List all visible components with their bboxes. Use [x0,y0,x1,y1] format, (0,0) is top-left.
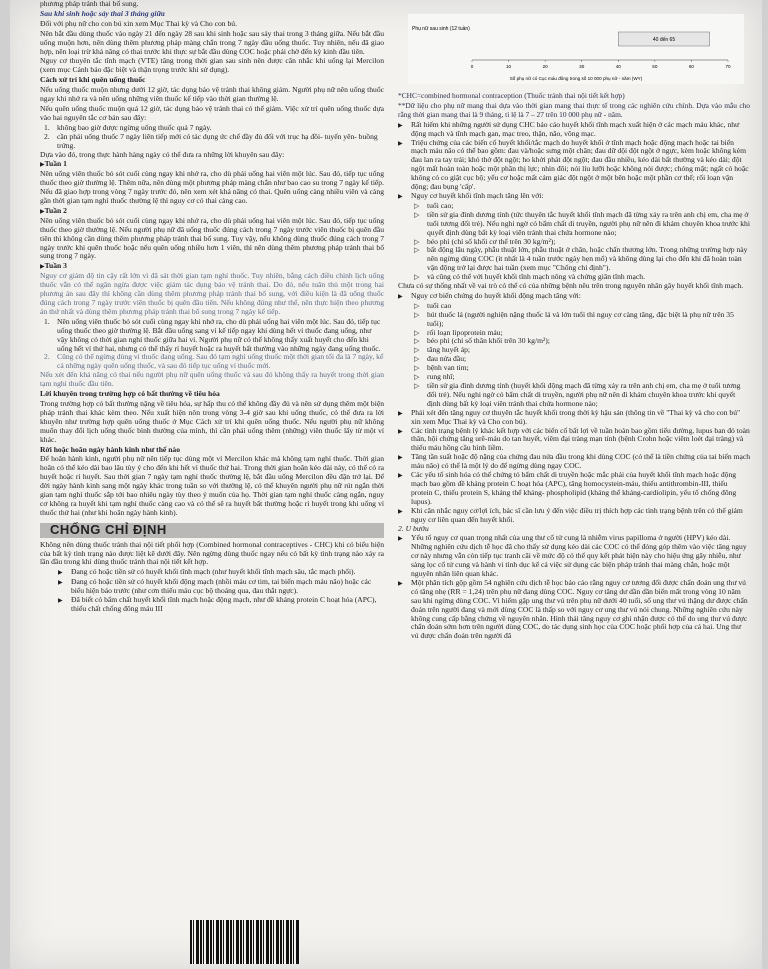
week3-option [40,353,384,371]
footnote: *CHC=combined hormonal contraception (Thuốc tránh thai nội tiết kết hợp) [398,91,625,100]
ate-risk-text: tuổi cao [427,300,452,310]
triangle-bullet-icon [398,453,408,471]
delay-text: Để hoãn hành kinh, người phụ nữ nên tiếp tục dùng một vỉ Mercilon khác mà không tạm nghỉ thuốc. Thời gian hoãn có thể kéo dài bao lâu tùy ý cho đến khi hết vỉ thuốc thứ hai. Trong thời gian hoãn kéo dài này, có thể có ra huyết hoặc rỉ huyết. Sau thời gian 7 ngày tạm nghỉ thuốc thường lệ, bắt đầu uống Mercilon đều đặn trở lại. Để đời ngày hành kinh sang một ngày khác trong tuần so với thường lệ, có thể khuyên người phụ nữ rút ngắn thời gian tạm nghỉ thuốc sắp tới bao nhiêu ngày tùy theo ý muốn của họ. Thời gian tạm nghỉ thuốc càng ngắn, nguy cơ không ra huyết khi tạm nghỉ thuốc càng cao và có thể sẽ ra huyết bất thường hoặc rỉ huyết trong khi uống vỉ thuốc thứ hai (như khi hoãn ngày hành kinh). [40,454,384,517]
open-triangle-icon [414,311,424,329]
tumor-text: Yếu tố nguy cơ quan trọng nhất của ung thư cổ tử cung là nhiễm virus papilloma ở người (HPV) kéo dài. Những nghiên cứu dịch tễ học đã cho thấy sử dụng kéo dài các COC có thể đóng góp thêm vào việc tăng nguy cơ này nhưng vẫn còn tiếp tục tranh cãi về mức độ có thể quy kết phát hiện này cho hiệu ứng gây nhiễu, như sàng lọc cổ tử cung và hành vi tình dục kể cả việc sử dụng các biện pháp tránh thai màng chắn, hoặc một nguyên nhân liên quan khác. [411,533,747,579]
risk-item [398,507,750,525]
risk-text: Tăng tần suất hoặc độ nặng của chứng đau nửa đầu trong khi dùng COC (có thể là tiền chứng của tai biến mạch máu não) có thể là một lý do để ngừng dùng ngay COC. [411,452,750,471]
week3-text: Nguy cơ giảm độ tin cậy rất lớn vì đã sát thời gian tạm nghỉ thuốc. Tuy nhiên, bằng cách điều chỉnh lịch uống thuốc vẫn có thể ngăn ngừa được việc giảm tác dụng bảo vệ tránh thai. Do đó, nếu tuân thủ một trong hai phương án sau đây thì không cần dùng thêm phương pháp tránh thai bổ sung, với điều kiện là đã uống thuốc đúng cách trong 7 ngày trước viên thuốc bị quên đầu tiên. Nếu không đúng như thế, nên thực hiện theo phương án thứ nhất và dùng thêm phương pháp tránh thai bổ sung trong 7 ngày kế tiếp. [40,271,384,316]
ate-risk-text: tăng huyết áp; [427,345,471,355]
risk-text: Các tình trạng bệnh lý khác kết hợp với các biến cố bất lợi về tuần hoàn bao gồm tiểu đường, lupus ban đỏ toàn thân, hội chứng tăng urê-máu do tan huyết, viêm đại tràng mạn tính (bệnh Crohn hoặc viêm loét đại tràng) và thiếu máu hồng cầu hình liềm. [411,425,750,453]
risk-item [398,409,750,427]
open-triangle-icon [414,373,424,382]
ate-risk-text: béo phì (chỉ số thân khối trên 30 kg/m²); [427,336,550,346]
x-tick-label: 50 [652,64,658,69]
open-triangle-icon [414,302,424,311]
vte-after: Chưa có sự thống nhất về vai trò có thể có của những bệnh nêu trên trong nguyên nhân gây huyết khối tĩnh mạch. [398,281,744,291]
gi-text: Trong trường hợp có bất thường nặng về tiêu hóa, sự hấp thu có thể không đầy đủ và nên sử dụng thêm một biện pháp tránh thai khác kèm theo. Nếu xuất hiện nôn trong vòng 3-4 giờ sau khi uống thuốc, có thể đưa ra lời khuyên như trường hợp quên uống thuốc ở Mục Cách xử trí khi quên uống thuốc. Nếu người phụ nữ không muốn thay đổi lịch uống thuốc bình thường của mình, thì cần phải uống thêm (những) viên thuốc lấy từ một vỉ khác. [40,398,384,444]
barcode [190,920,300,964]
category-label: Phụ nữ sau sinh (12 tuần) [412,26,470,32]
rule-text: không bao giờ được ngừng uống thuốc quá 7 ngày. [57,122,212,132]
open-triangle-icon [414,211,424,238]
option-number: 1. [44,316,50,326]
delay-header: Rời hoặc hoãn ngày hành kinh như thế nào [40,444,181,454]
contra-text: Đang có hoặc tiền sử có huyết khối động mạch (nhồi máu cơ tim, tai biến mạch máu não) hoặc các biểu hiện báo trước (như cơn thiếu máu cục bộ thoáng qua, đau thắt ngực). [71,577,372,596]
x-tick-label: 30 [579,64,585,69]
x-axis-label: Số phụ nữ có Cục máu đông trong số 10 000 phụ nữ - năm (WY) [509,76,643,81]
missed-header: Cách xử trí khi quên uống thuốc [40,75,146,85]
triangle-bullet-icon [398,471,408,507]
contra-item [40,578,384,596]
rule-text: cần phải uống thuốc 7 ngày liên tiếp mới có tác dụng ức chế đầy đủ đối với trục hạ đồi- tuyến yên- buồng trứng. [57,131,378,150]
vte-risk [398,211,750,238]
case3-line: Đối với phụ nữ cho con bú xin xem Mục Thai kỳ và Cho con bú. [40,18,237,28]
triangle-bullet-icon [398,579,408,641]
missed-line: Nếu uống thuốc muộn nhưng dưới 12 giờ, tác dụng bảo vệ tránh thai không giảm. Người phụ nữ nên uống thuốc ngay khi nhớ ra và nên uống những viên thuốc kế tiếp vào thời gian thường lệ. [40,85,384,104]
contra-intro: Không nên dùng thuốc tránh thai nội tiết phối hợp (Combined hormonal contraceptives - CHC) khi có biểu hiện của bất kỳ tình trạng nào được liệt kê dưới đây. Nên ngừng dùng thuốc ngay nếu có bất kỳ tình trạng nào xảy ra lần đầu trong khi dùng thuốc tránh thai nội tiết kết hợp. [40,539,384,567]
open-triangle-icon [414,337,424,346]
rule-item [40,133,384,151]
rule-number: 2. [44,131,50,141]
vte-risk [398,246,750,273]
risk-item [398,453,750,471]
leaflet-page [10,0,762,969]
risk-text: Các yếu tố sinh hóa có thể chứng tỏ bẩm chất di truyền hoặc mắc phải của huyết khối tĩnh mạch hoặc động mạch bao gồm đề kháng protein C hoạt hóa (APC), tăng homocystein-máu, thiếu antithrombin-III, thiếu protein C, thiếu protein S, kháng thể kháng- phospholipid (kháng thể kháng-cardiolipin, yếu tố chống đông lupus). [411,470,737,506]
triangle-bullet-icon [398,192,408,202]
open-triangle-icon [414,329,424,338]
ate-risk-text: rung nhĩ; [427,372,455,382]
x-tick-label: 40 [615,64,621,69]
vte-risk-text: tiền sử gia đình dương tính (tức thuyên tắc huyết khối tĩnh mạch đã từng xảy ra trên anh chị em, cha mẹ ở tuổi tương đối trẻ). Nếu nghi ngờ có bẩm chất di truyền, người phụ nữ nên đi khám chuyên khoa trước khi quyết định dùng bất kỳ loại viên tránh thai chứa hormone nào; [427,209,750,237]
triangle-bullet-icon [398,507,408,525]
option-text: Nên uống viên thuốc bỏ sót cuối cùng ngay khi nhớ ra, cho dù phải uống hai viên một lúc. Sau đó, tiếp tục uống thuốc theo giờ thường lệ. Bắt đầu uống sang vỉ kế tiếp ngay khi dùng hết vỉ thuốc đang uống, như vậy không có thời gian nghỉ thuốc giữa hai vỉ. Người phụ nữ có thể không thấy xuất huyết cho đến khi uống hết vỉ thứ hai, nhưng có thể thấy rỉ huyết hoặc ra huyết bất thường vào những ngày đang uống thuốc. [57,316,381,353]
risk-item [398,471,750,507]
open-triangle-icon [414,202,424,211]
week2-title: ▶ Tuần 2 [40,207,384,217]
ate-risk-text: đau nửa đầu; [427,354,467,364]
section-title: CHỐNG CHỈ ĐỊNH [40,523,384,538]
risk-item [398,427,750,454]
risk-text: Triệu chứng của các biến cố huyết khối/tắc mạch do huyết khối ở tĩnh mạch hoặc động mạch hoặc tai biến mạch máu não có thể bao gồm: đau và/hoặc sưng một chân; đau dữ dội đột ngột ở ngực, kèm hoặc không kèm đau lan ra tay trái; khó thở đột ngột; ho khởi phát đột ngột; đau đầu nhiều, kéo dài bất thường và kéo dài; đột ngột mất hoàn toàn hoặc một phần thị lực; nhìn đôi; nói líu lưỡi hoặc không nói được; chóng mặt; ngất có hoặc không có co giật cục bộ; yếu cơ hoặc mất cảm giác đột ngột ở một bên hoặc một phần cơ thể; rối loạn vận động; đau bụng 'cấp'. [411,137,749,192]
triangle-bullet-icon [58,568,68,578]
triangle-bullet-icon [58,596,68,614]
x-tick-label: 60 [688,64,694,69]
vte-risk-text: tuổi cao; [427,200,454,210]
x-tick-label: 10 [506,64,512,69]
case3-line: Nên bắt đầu dùng thuốc vào ngày 21 đến ngày 28 sau khi sinh hoặc sau sảy thai trong 3 tháng giữa. Nếu bắt đầu uống muộn hơn, nên dùng thêm phương pháp màng chắn trong 7 ngày đầu uống thuốc. Tuy nhiên, nếu đã giao hợp, nên loại trừ khả năng có thai trước khi thực sự bắt đầu dùng COC hoặc phải chờ đến kỳ kinh đầu tiên. [40,28,384,56]
ate-risk [398,382,750,409]
risk-text: Nguy cơ huyết khối tĩnh mạch tăng lên với: [411,190,544,200]
left-column [40,0,384,614]
risk-item [398,139,750,192]
contra-text: Đang có hoặc tiền sử có huyết khối tĩnh mạch (như huyết khối tĩnh mạch sâu, tắc mạch phổi). [71,567,356,577]
vte-risk-text: béo phì (chỉ số khối cơ thể trên 30 kg/m²); [427,236,556,246]
gi-header: Lời khuyên trong trường hợp có bất thường về tiêu hóa [40,389,220,399]
open-triangle-icon [414,364,424,373]
week2-text: Nên uống viên thuốc bỏ sót cuối cùng ngay khi nhớ ra, cho dù phải uống hai viên một lúc. Sau đó, tiếp tục uống thuốc theo giờ thường lệ. Nếu người phụ nữ đã uống thuốc đúng cách trong 7 ngày trước viên thuốc bị quên đầu tiên thì không cần dùng thêm phương pháp tránh thai bổ sung. Tuy vậy, nếu không dùng thuốc đúng cách trong 7 ngày trước khi quên thuốc hoặc nếu quên uống nhiều hơn 1 viên, thì nên dùng thêm phương pháp tránh thai bổ sung trong 7 ngày. [40,215,384,261]
rule-number: 1. [44,122,50,132]
risk-text: Nguy cơ biến chứng do huyết khối động mạch tăng với: [411,290,581,300]
week3-option [40,318,384,354]
ate-risk-text: bệnh van tim; [427,363,469,373]
vte-risk-text: và cũng có thể với huyết khối tĩnh mạch nông và chứng giãn tĩnh mạch. [427,272,645,282]
ate-risk-text: rối loạn lipoprotein máu; [427,327,503,337]
x-tick-label: 0 [470,64,474,69]
risk-text: Rất hiếm khi những người sử dụng CHC báo cáo huyết khối tĩnh mạch xuất hiện ở các mạch máu khác, như động mạch và tĩnh mạch gan, mạc treo, thận, não, võng mạc. [411,119,740,138]
triangle-bullet-icon [398,121,408,139]
triangle-bullet-icon [398,292,408,302]
footnote: **Dữ liệu cho phụ nữ mang thai dựa vào thời gian mang thai thực tế trong các nghiên cứu chính. Dựa vào mẫu cho rằng thời gian mang thai là 9 tháng, tỉ lệ là 7 – 27 trên 10 000 phụ nữ - năm. [398,100,750,119]
rules-after: Dựa vào đó, trong thực hành hàng ngày có thể đưa ra những lời khuyên sau đây: [40,149,285,159]
case3-header: Sau khi sinh hoặc sảy thai 3 tháng giữa [40,8,165,18]
x-tick-label: 70 [725,64,731,69]
option-text: Cũng có thể ngừng dùng vỉ thuốc đang uống. Sau đó tạm nghỉ uống thuốc một thời gian tối đa là 7 ngày, kể cả những ngày quên uống thuốc, và sau đó tiếp tục uống vỉ thuốc mới. [57,352,384,371]
contra-item [40,596,384,614]
tumor-item [398,579,750,641]
week3-after: Nếu xét đến khả năng có thai nếu người phụ nữ quên uống thuốc và sau đó không thấy ra huyết trong thời gian tạm nghỉ thuốc đầu tiên. [40,370,384,389]
right-column [398,92,750,641]
chart-background [408,14,744,84]
triangle-bullet-icon [398,409,408,427]
triangle-bullet-icon [398,427,408,454]
vte-risk-text: bất động lâu ngày, phẫu thuật lớn, phẫu thuật ở chân, hoặc chấn thương lớn. Trong những trường hợp này nên ngừng dùng COC (ít nhất là 4 tuần trước ngày hẹn mổ) và không dùng lại cho đến khi đã hoàn toàn vận động trở lại được hai tuần (xem mục "Chống chỉ định"). [427,245,748,273]
tumor-text: Một phân tích gộp gồm 54 nghiên cứu dịch tễ học báo cáo rằng nguy cơ tương đối được chẩn đoán ung thư vú có tăng nhẹ (RR = 1,24) trên phụ nữ đang dùng COC. Nguy cơ tăng dư dần dần biến mất trong vòng 10 năm sau khi ngừng dùng COC. Vì hiếm gặp ung thư vú trên phụ nữ dưới 40 tuổi, số ung thư vú thặng dư được chẩn đoán trên người đang và mới dùng COC là thấp so với nguy cơ ung thư vú nói chung. Những nghiên cứu này không cung cấp bằng chứng về nguyên nhân. Hình thái tăng nguy cơ ghi nhận được có thể do ung thư vú được chẩn đoán sớm hơn trên người dùng COC, do tác dụng sinh học của COC hoặc phối hợp của cả hai. Ung thư vú được chẩn đoán trên người đã [411,577,748,641]
tumor-header: 2. U bướu [398,523,429,533]
risk-item [398,121,750,139]
week1-title: ▶ Tuần 1 [40,160,384,170]
open-triangle-icon [414,346,424,355]
risk-text: Khi cân nhắc nguy cơ/lợi ích, bác sĩ cần lưu ý đến việc điều trị thích hợp các tình trạng bệnh trên có thể giảm nguy cơ liên quan đến huyết khối. [411,505,743,524]
ate-risk-text: tiền sử gia đình dương tính (huyết khối động mạch đã từng xảy ra trên anh chị em, cha mẹ ở tuổi tương đối trẻ). Nếu nghi ngờ có bẩm chất di truyền, người phụ nữ nên đi khám chuyên khoa trước khi quyết định dùng bất kỳ loại viên tránh thai chứa hormone nào; [427,381,741,408]
option-number: 2. [44,352,50,362]
bar-data-label: 40 đến 65 [652,37,676,43]
x-tick-label: 20 [542,64,548,69]
contra-text: Đã biết có bẩm chất huyết khối tĩnh mạch hoặc động mạch, như đề kháng protein C hoạt hóa (APC), thiếu chất chống đông máu III [71,595,377,613]
week1-text: Nên uống viên thuốc bỏ sót cuối cùng ngay khi nhớ ra, cho dù phải uống hai viên một lúc. Sau đó, tiếp tục uống thuốc theo giờ thường lệ. Thêm nữa, nên dùng một phương pháp màng chắn như bao cao su trong 7 ngày kế tiếp. Nếu đã giao hợp trong vòng 7 ngày trước đó, nên xem xét khả năng có thai. Quên uống càng nhiều viên và càng gần thời gian tạm nghỉ thuốc thường lệ thì nguy cơ có thai càng cao. [40,169,384,206]
triangle-bullet-icon [58,578,68,596]
intro-top: phương pháp tránh thai bổ sung. [40,0,139,8]
ate-risk [398,311,750,329]
triangle-bullet-icon [398,534,408,579]
risk-text: Phải xét đến tăng nguy cơ thuyên tắc huyết khối trong thời kỳ hậu sản (thông tin về "Thai kỳ và cho con bú" xin xem Mục Thai kỳ và Cho con bú). [411,407,741,426]
week3-title: ▶ Tuần 3 [40,262,384,272]
tumor-item [398,534,750,579]
open-triangle-icon [414,246,424,273]
open-triangle-icon [414,382,424,409]
thrombosis-chart [408,14,744,84]
case3-line: Nguy cơ thuyên tắc tĩnh mạch (VTE) tăng trong thời gian sau sinh nên được cân nhắc khi uống lại Mercilon (xem mục Cảnh báo đặc biệt và thận trọng trước khi sử dụng). [40,56,384,75]
triangle-bullet-icon [398,139,408,192]
missed-line: Nếu quên uống thuốc muộn quá 12 giờ, tác dụng bảo vệ tránh thai có thể giảm. Việc xử trí quên uống thuốc dựa vào hai nguyên tắc cơ bản sau đây: [40,103,384,122]
open-triangle-icon [414,238,424,247]
open-triangle-icon [414,355,424,364]
ate-risk-text: hút thuốc lá (người nghiện nặng thuốc lá và lớn tuổi thì nguy cơ càng tăng, đặc biệt là phụ nữ trên 35 tuổi); [427,309,734,328]
